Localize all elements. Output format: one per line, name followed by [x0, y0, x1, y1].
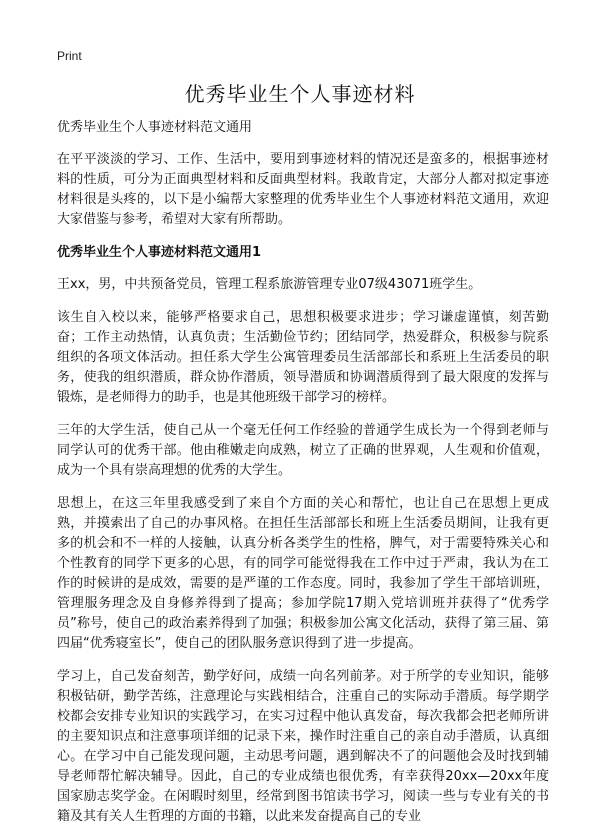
body-paragraph: 王xx，男，中共预备党员，管理工程系旅游管理专业07级43071班学生。	[57, 277, 482, 292]
body-paragraph: 三年的大学生活，使自己从一个毫无任何工作经验的普通学生成长为一个得到老师与同学认可的优秀干部。他由稚嫩走向成熟，树立了正确的世界观，人生观和价值观，成为一个具有崇高理想的优秀的大学生。	[57, 423, 549, 478]
body-paragraph: 思想上，在这三年里我感受到了来自个方面的关心和帮忙，也让自己在思想上更成熟，并摸索出了自己的办事风格。在担任生活部部长和班上生活委员期间，让我有更多的机会和不一样的人接触，认真分析各类学生的性格，脾气，对于需要特殊关心和个性教育的同学下更多的心思，有的同学可能觉得我在工作中过于严肃，我认为在工作的时候讲的是成效，需要的是严谨的工作态度。同时，我参加了学生干部培训班，管理服务理念及自身修养得到了提高；参加学院17期入党培训班并获得了“优秀学员”称号，使自己的政治素养得到了加强；积极参加公寓文化活动，获得了第三届、第四届“优秀寝室长”，使自己的团队服务意识得到了进一步提高。	[57, 496, 549, 651]
print-label: Print	[57, 49, 82, 63]
document-content	[57, 118, 549, 840]
body-paragraph: 该生自入校以来，能够严格要求自己，思想积极要求进步；学习谦虚谨慎，刻苦勤奋；工作主动热情，认真负责；生活勤俭节约；团结同学，热爱群众，积极参与院系组织的各项文体活动。担任系大学生公寓管理委员生活部部长和系班上生活委员的职务，使我的组织潜质，群众协作潜质，领导潜质和协调潜质得到了最大限度的发挥与锻炼，是老师得力的助手，也是其他班级干部学习的榜样。	[57, 310, 549, 405]
document-title: 优秀毕业生个人事迹材料	[184, 82, 416, 106]
section-heading: 优秀毕业生个人事迹材料范文通用1	[57, 245, 262, 260]
intro-paragraph: 在平平淡淡的学习、工作、生活中，要用到事迹材料的情况还是蛮多的，根据事迹材料的性质，可分为正面典型材料和反面典型材料。我敢肯定，大部分人都对拟定事迹材料很是头疼的，以下是小编帮大家整理的优秀毕业生个人事迹材料范文通用，欢迎大家借鉴与参考，希望对大家有所帮助。	[57, 152, 549, 227]
document-subtitle: 优秀毕业生个人事迹材料范文通用	[57, 120, 253, 135]
body-paragraph: 学习上，自己发奋刻苦，勤学好问，成绩一向名列前茅。对于所学的专业知识，能够积极钻研，勤学苦练，注意理论与实践相结合，注重自己的实际动手潜质。每学期学校都会安排专业知识的实践学习，在实习过程中他认真发奋，每次我都会把老师所讲的主要知识点和注意事项详细的记录下来，操作时注重自己的亲自动手潜质，认真细心。在学习中自己能发现问题，主动思考问题，遇到解决不了的问题他会及时找到辅导老师帮忙解决辅导。因此，自己的专业成绩也很优秀，有幸获得20xx—20xx年度国家励志奖学金。在闲暇时刻里，经常到图书馆读书学习，阅读一些与专业有关的书籍及其有关人生哲理的方面的书籍，以此来发奋提高自己的专业	[57, 669, 549, 824]
